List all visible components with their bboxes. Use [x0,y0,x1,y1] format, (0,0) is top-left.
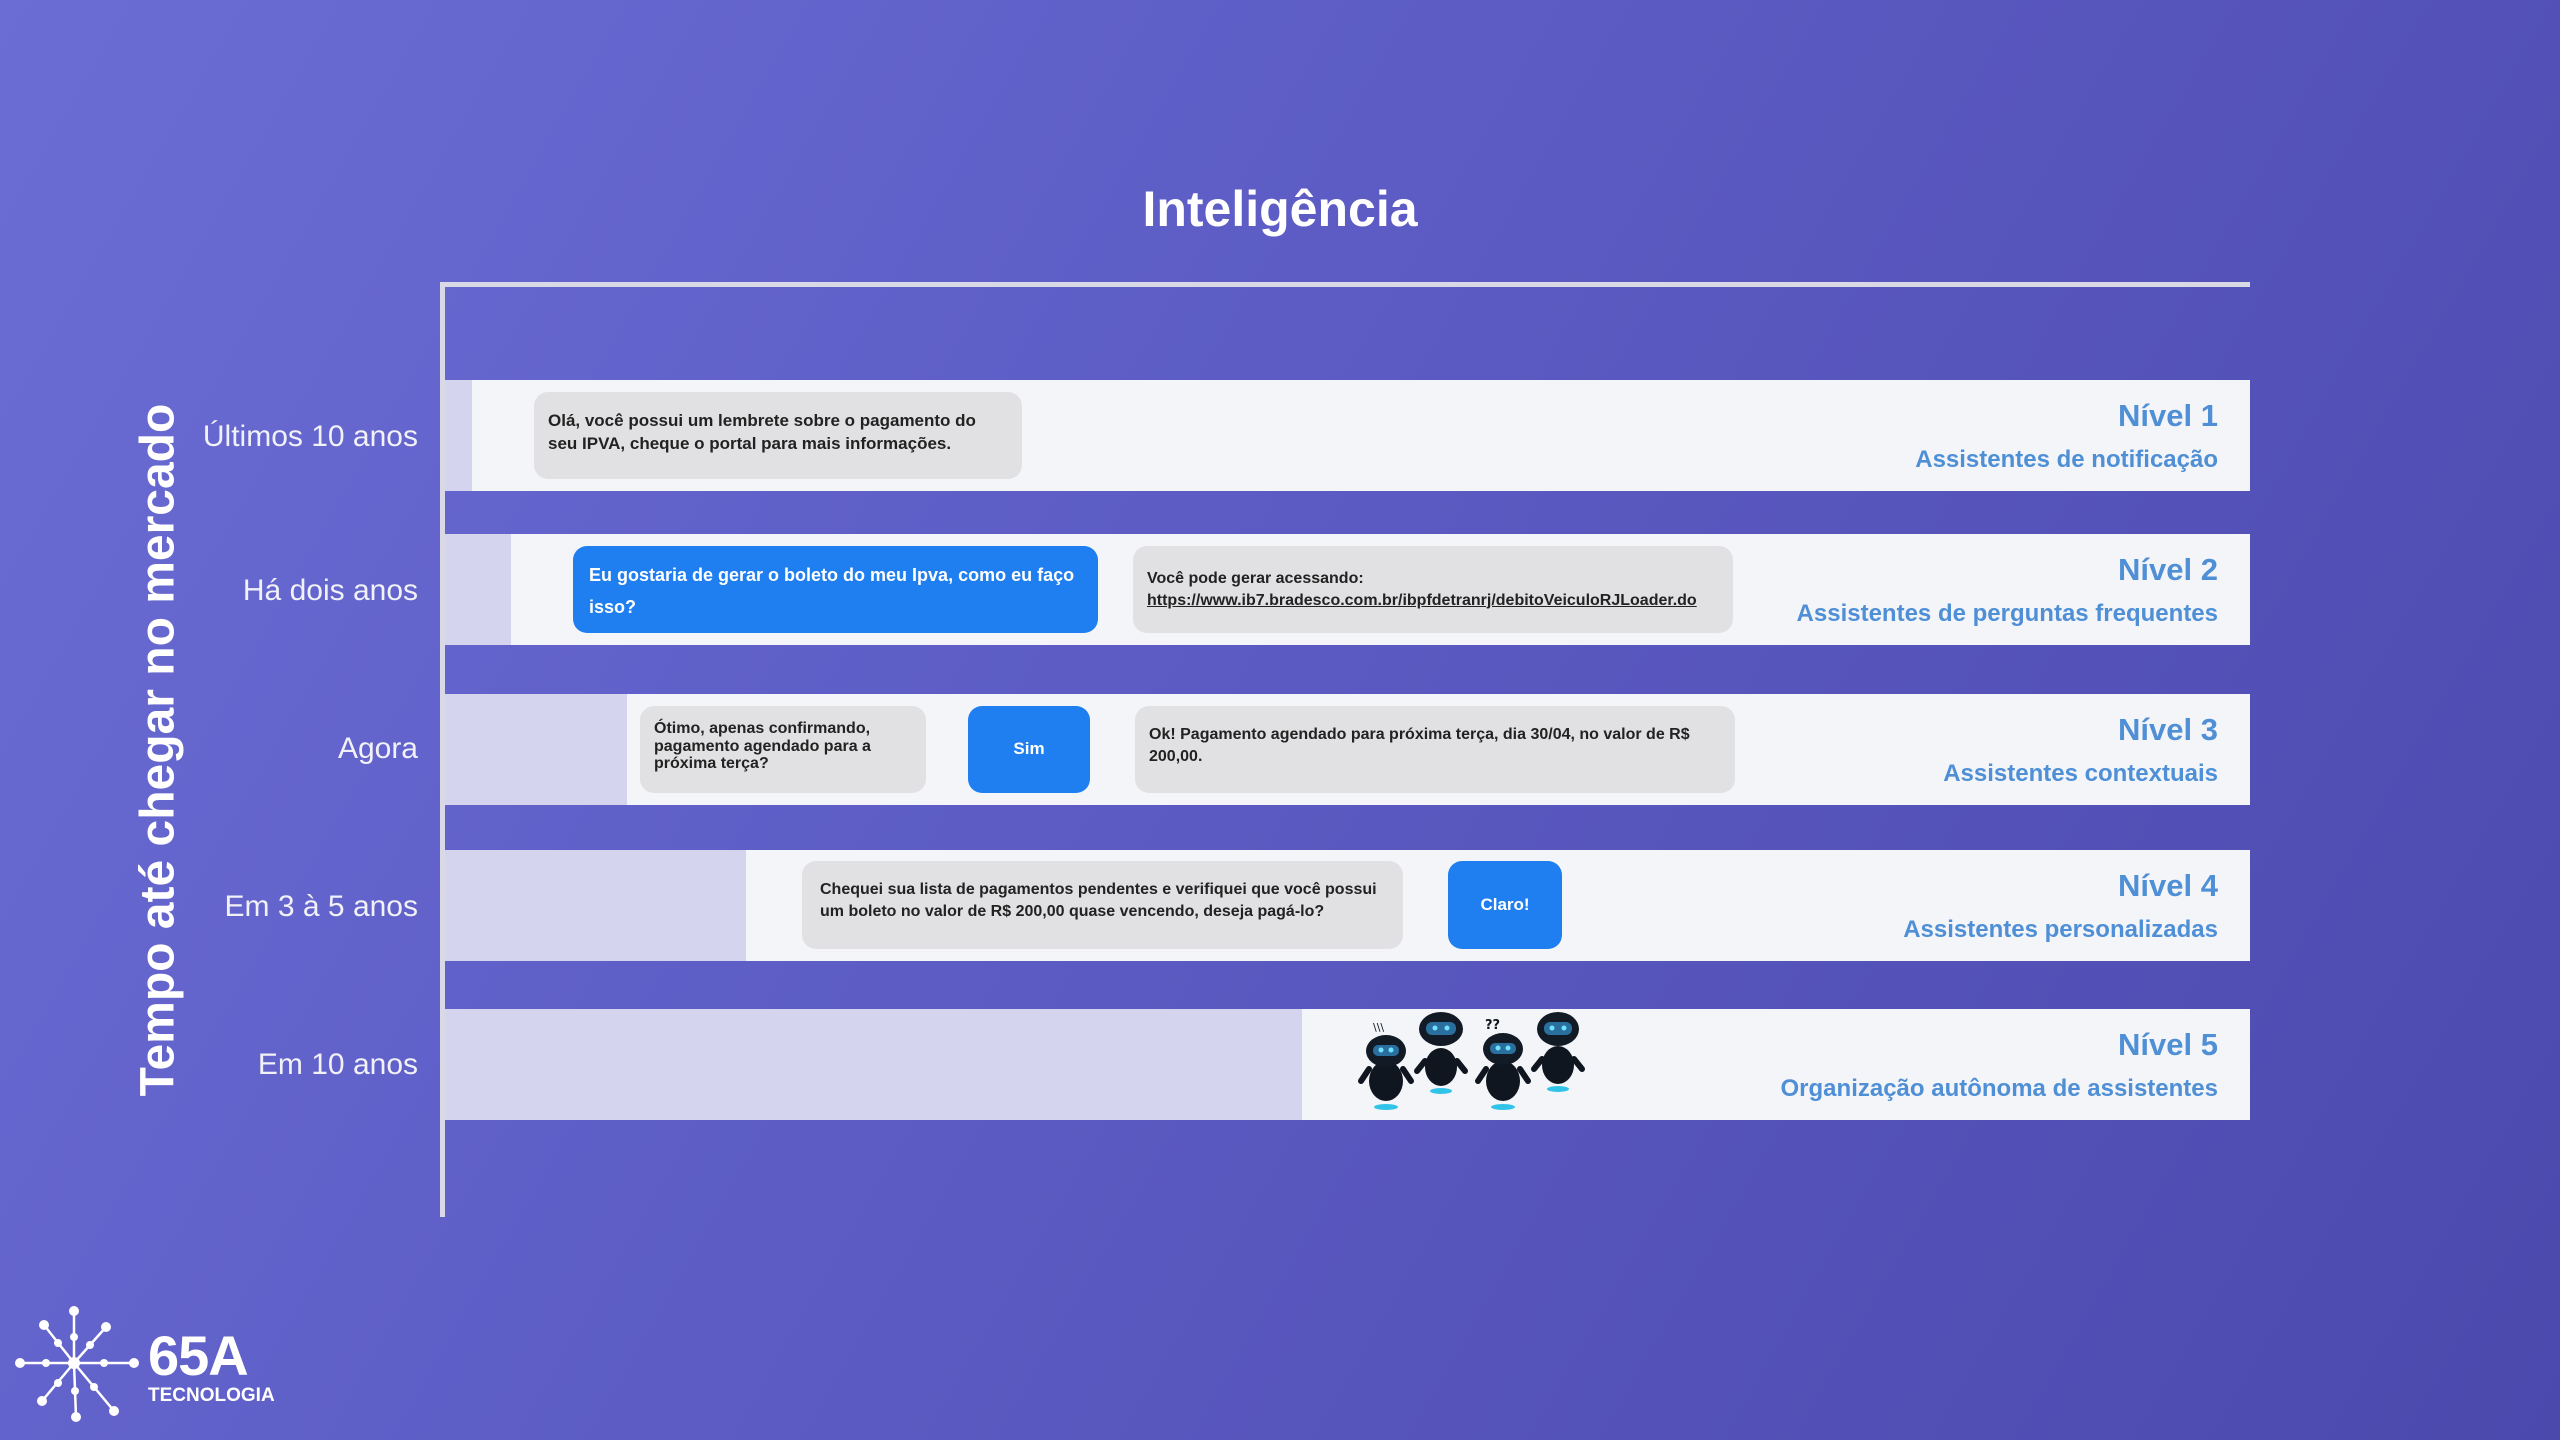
robot-icon [1361,1021,1411,1110]
progress-fill [445,694,627,805]
progress-fill [445,380,472,491]
company-logo-text [148,1324,275,1406]
row-time-label: Últimos 10 anos [202,420,418,453]
svg-text:??: ?? [1485,1018,1501,1033]
level-band-3 [445,694,2250,805]
x-axis-line [440,282,2250,287]
level-number: Nível 3 [2118,712,2218,747]
level-band-4 [445,850,2250,961]
level-name: Assistentes de perguntas frequentes [1796,600,2218,627]
progress-fill [445,1009,1302,1120]
sim-button[interactable]: Sim [968,706,1090,793]
network-logo-icon [14,1305,144,1425]
level-band-2 [445,534,2250,645]
robot-icon [1534,1012,1582,1092]
level-name: Assistentes personalizadas [1903,916,2218,943]
level-number: Nível 1 [2118,398,2218,433]
chat-bubble-bot: Olá, você possui um lembrete sobre o pagamento do seu IPVA, cheque o portal para mais informações. [534,392,1022,479]
row-time-label: Há dois anos [242,574,418,607]
robot-icon [1478,1018,1528,1110]
level-name: Assistentes de notificação [1915,446,2218,473]
chat-bubble-bot [1133,546,1733,633]
progress-fill [445,534,511,645]
level-name: Assistentes contextuais [1943,760,2218,787]
chat-bubble-bot: Ok! Pagamento agendado para próxima terça, dia 30/04, no valor de R$ 200,00. [1135,706,1735,793]
boleto-link[interactable]: https://www.ib7.bradesco.com.br/ibpfdetranrj/debitoVeiculoRJLoader.do [1147,591,1697,609]
logo-tagline: TECNOLOGIA [148,1385,275,1406]
y-axis-label: Tempo até chegar no mercado [131,403,185,1097]
slide-title: Inteligência [1142,181,1418,237]
chat-bubble-bot: Ótimo, apenas confirmando, pagamento agendado para a próxima terça? [640,706,926,793]
robot-assistants-illustration [1353,1009,1593,1120]
chat-bubble-user: Eu gostaria de gerar o boleto do meu Ipva, como eu faço isso? [573,546,1098,633]
level-band-5 [445,1009,2250,1120]
robot-icon [1417,1012,1465,1094]
row-time-label: Em 10 anos [257,1048,418,1081]
bubble-text: Você pode gerar acessando: [1147,570,1364,587]
claro-button[interactable]: Claro! [1448,861,1562,949]
level-number: Nível 2 [2118,552,2218,587]
level-number: Nível 4 [2118,868,2218,903]
chat-bubble-bot: Chequei sua lista de pagamentos pendentes e verifiquei que você possui um boleto no valor de R$ 200,00 quase vencendo, deseja pagá-lo? [802,861,1403,949]
level-band-1 [445,380,2250,491]
svg-text:\\\: \\\ [1373,1021,1385,1034]
row-time-label: Em 3 à 5 anos [224,890,418,923]
level-name: Organização autônoma de assistentes [1780,1075,2218,1102]
row-time-label: Agora [337,732,418,765]
progress-fill [445,850,746,961]
level-number: Nível 5 [2118,1027,2218,1062]
logo-number: 65A [148,1324,248,1387]
